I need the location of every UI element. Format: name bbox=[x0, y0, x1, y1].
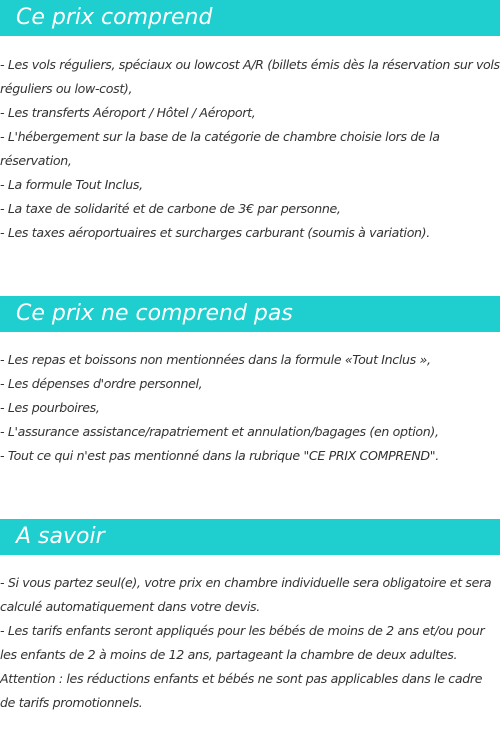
list-item: - Tout ce qui n'est pas mentionné dans la rubrique "CE PRIX COMPREND". bbox=[0, 448, 439, 463]
list-item: - La formule Tout Inclus, bbox=[0, 177, 143, 192]
list-item: - Les taxes aéroportuaires et surcharges carburant (soumis à variation). bbox=[0, 225, 430, 240]
section-title: Ce prix ne comprend pas bbox=[16, 301, 293, 326]
section-header-ce-prix-ne-comprend-pas bbox=[0, 296, 500, 332]
list-item: - L'assurance assistance/rapatriement et annulation/bagages (en option), bbox=[0, 424, 439, 439]
section-header-ce-prix-comprend bbox=[0, 0, 500, 36]
list-item: - Les transferts Aéroport / Hôtel / Aéroport, bbox=[0, 105, 256, 120]
not-included-list bbox=[0, 348, 500, 468]
list-item: - Les repas et boissons non mentionnées dans la formule «Tout Inclus », bbox=[0, 352, 431, 367]
section-title: A savoir bbox=[16, 524, 105, 549]
list-item: - La taxe de solidarité et de carbone de 3€ par personne, bbox=[0, 201, 341, 216]
list-item: - Si vous partez seul(e), votre prix en chambre individuelle sera obligatoire et sera calculé automatiquement dans votre devis. bbox=[0, 575, 492, 614]
section-title: Ce prix comprend bbox=[16, 5, 213, 30]
included-list bbox=[0, 53, 500, 245]
list-item: - Les dépenses d'ordre personnel, bbox=[0, 376, 203, 391]
list-item: - Les pourboires, bbox=[0, 400, 100, 415]
good-to-know-list bbox=[0, 571, 500, 715]
list-item: - Les tarifs enfants seront appliqués pour les bébés de moins de 2 ans et/ou pour les enfants de 2 à moins de 12 ans, partageant la chambre de deux adultes. bbox=[0, 623, 485, 662]
section-header-a-savoir bbox=[0, 519, 500, 555]
list-item: Attention : les réductions enfants et bébés ne sont pas applicables dans le cadre de tarifs promotionnels. bbox=[0, 671, 483, 710]
list-item: - L'hébergement sur la base de la catégorie de chambre choisie lors de la réservation, bbox=[0, 129, 440, 168]
list-item: - Les vols réguliers, spéciaux ou lowcost A/R (billets émis dès la réservation sur vols réguliers ou low-cost), bbox=[0, 57, 500, 96]
